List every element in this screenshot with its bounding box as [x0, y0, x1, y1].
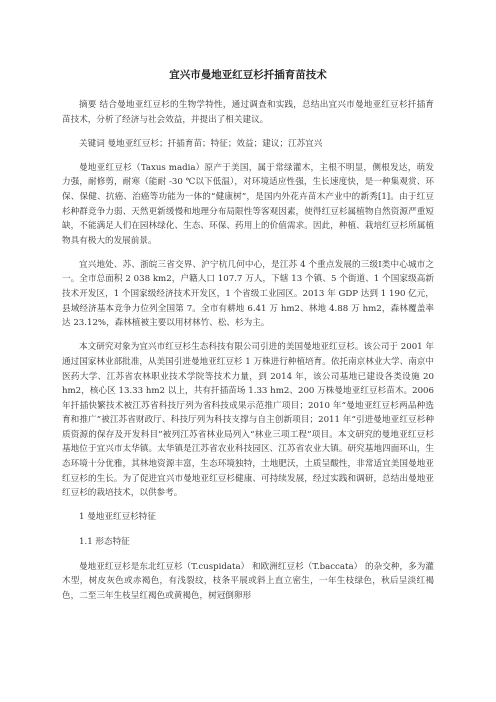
body-paragraph-4: 曼地亚红豆杉是东北红豆杉（T.cuspidata） 和欧洲红豆杉（T.baccata） 的杂交种，多为灌木型，树皮灰色或赤褐色，有浅裂纹，枝条平展或斜上直立密生，一年生枝绿色，秋后呈淡红褐色，二至三年生枝呈红褐色或黄褐色，树冠倒卵形: [62, 561, 434, 601]
body-paragraph-2: 宜兴地处、苏、浙皖三省交界、沪宁杭几何中心，是江苏 4 个重点发展的三级Ⅰ类中心城市之一。全市总面积 2 038 km2，户籍人口 107.7 万人，下辖 13 个镇、5 个街道、1 个国家级高新技术开发区，1 个国家级经济技术开发区，1 个省级工业园区。2013 年 GDP 达到 1 190 亿元，县域经济基本竞争力位列全国第 7。全市有耕地 6.41 万 hm2、林地 4.88 万 hm2，森林覆盖率达 23.12%，森林植被主要以用材林竹、松、杉为主。: [62, 259, 434, 329]
abstract: 摘要 结合曼地亚红豆杉的生物学特性，通过调查和实践，总结出宜兴市曼地亚红豆杉扦插育苗技术，分析了经济与社会效益，并提出了相关建议。: [62, 100, 434, 125]
section-heading: 1 曼地亚红豆杉特征: [79, 512, 156, 523]
body-paragraph-3: 本文研究对象为宜兴市红豆杉生态科技有限公司引进的美国曼地亚红豆杉。该公司于 2001 年通过国家林业部批准，从美国引进曼地亚红豆杉 1 万株进行种植培育。依托南京林业大学、南京中医药大学、江苏省农林职业技术学院等技术力量，到 2014 年，该公司基地已建设各类设施 20 hm2，核心区 13.33 hm2 以上，共有扦插苗场 1.33 hm2、200 万株曼地亚红豆杉苗木。2006 年扦插快繁技术被江苏省科技厅列为省科技成果示范推广项目；2010 年“曼地亚红豆杉两品种选育和推广”被江苏省财政厅、科技厅列为科技支撑与自主创新项目；2011 年“引进曼地亚红豆杉种质资源的保存及开发科目”被列江苏省林业局列入“林业三项工程”项目。本文研究的曼地亚红豆杉基地位于宜兴市太华镇。太华镇是江苏省农业科技园区、江苏省农业大镇。研究基地四面环山，生态环境十分优雅，其林地资源丰富，生态环境独特，土地肥沃，土质呈酸性，非常适宜美国曼地亚红豆杉的生长。为了促进宜兴市曼地亚红豆杉健康、可持续发展，经过实践和调研，总结出曼地亚红豆杉的栽培技术，以供参考。: [62, 342, 434, 499]
subsection-heading: 1.1 形态特征: [79, 536, 130, 547]
body-paragraph-1: 曼地亚红豆杉（Taxus madia）原产于美国，属于常绿灌木，主根不明显，侧根发达，萌发力强，耐修剪，耐寒（能耐 -30 ℃以下低温），对环境适应性强，生长速度快，是一种集观赏、环保、保健、抗癌、治癌等功能为一体的“健康树”，是国内外花卉苗木产业中的新秀[1]。由于红豆杉种群竞争力弱、天然更新缓慢和地理分布局限性等客观因素，使得红豆杉属植物自然资源严重短缺，不能满足人们在园林绿化、生态、环保、药用上的价值需求。因此，种植、栽培红豆杉所属植物具有极大的发展前景。: [62, 162, 434, 246]
document-title: 宜兴市曼地亚红豆杉扦插育苗技术: [169, 69, 327, 81]
keywords: 关键词 曼地亚红豆杉；扦插育苗；特征；效益；建议；江苏宜兴: [79, 138, 323, 149]
